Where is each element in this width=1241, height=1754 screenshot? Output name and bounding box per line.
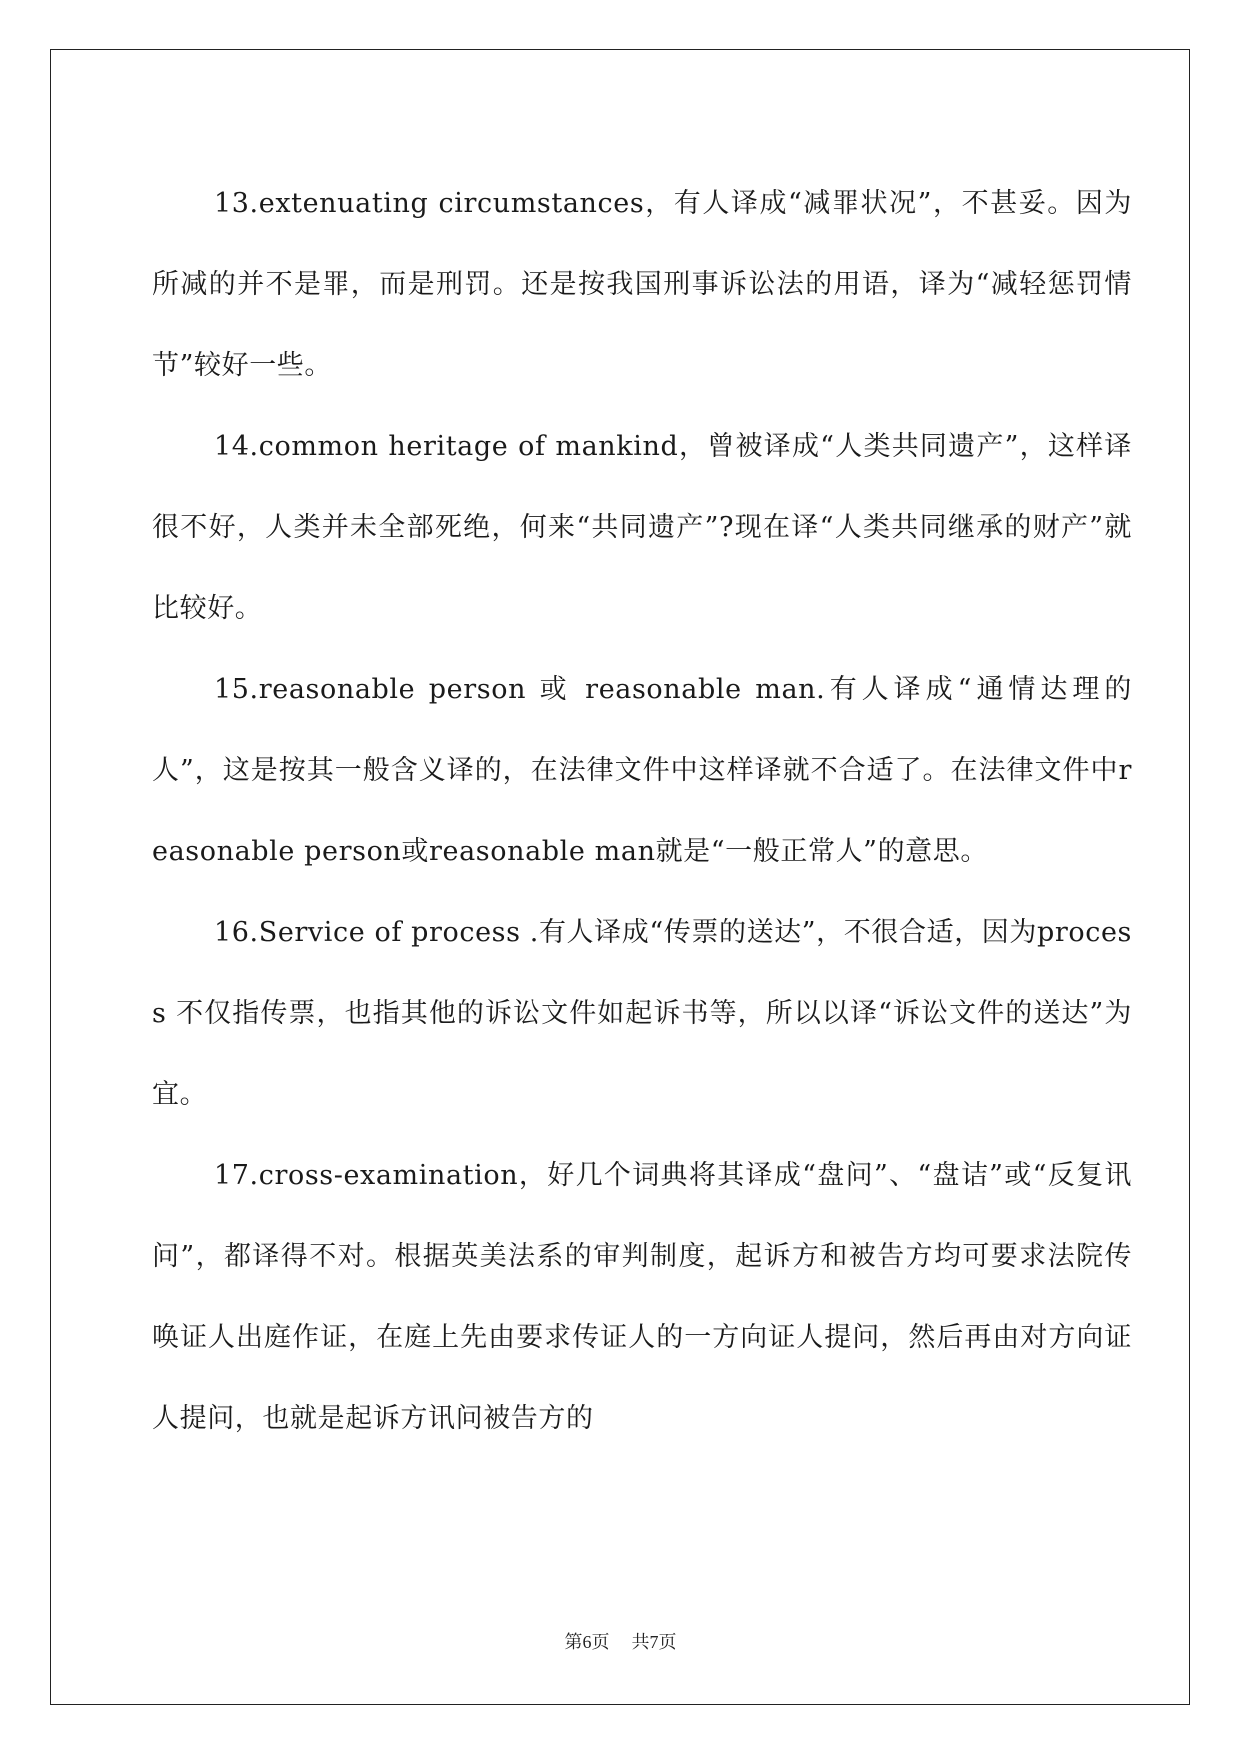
document-body <box>152 163 1132 1459</box>
paragraph-14: 14.common heritage of mankind，曾被译成“人类共同遗产”，这样译很不好，人类并未全部死绝，何来“共同遗产”?现在译“人类共同继承的财产”就比较好。 <box>152 431 1132 624</box>
paragraph-13: 13.extenuating circumstances，有人译成“减罪状况”，不甚妥。因为所减的并不是罪，而是刑罚。还是按我国刑事诉讼法的用语，译为“减轻惩罚情节”较好一些。 <box>152 188 1132 381</box>
total-pages: 共7页 <box>631 1632 677 1652</box>
paragraph-17: 17.cross-examination，好几个词典将其译成“盘问”、“盘诘”或“反复讯问”，都译得不对。根据英美法系的审判制度，起诉方和被告方均可要求法院传唤证人出庭作证，在庭上先由要求传证人的一方向证人提问，然后再由对方向证人提问，也就是起诉方讯问被告方的 <box>152 1160 1132 1434</box>
paragraph-16: 16.Service of process .有人译成“传票的送达”，不很合适，因为process 不仅指传票，也指其他的诉讼文件如起诉书等，所以以译“诉讼文件的送达”为宜。 <box>152 917 1132 1110</box>
page-footer <box>0 1628 1241 1654</box>
paragraph-15: 15.reasonable person 或 reasonable man.有人译成“通情达理的人”，这是按其一般含义译的，在法律文件中这样译就不合适了。在法律文件中reasonable person或reasonable man就是“一般正常人”的意思。 <box>152 674 1132 867</box>
current-page-number: 第6页 <box>564 1632 610 1652</box>
